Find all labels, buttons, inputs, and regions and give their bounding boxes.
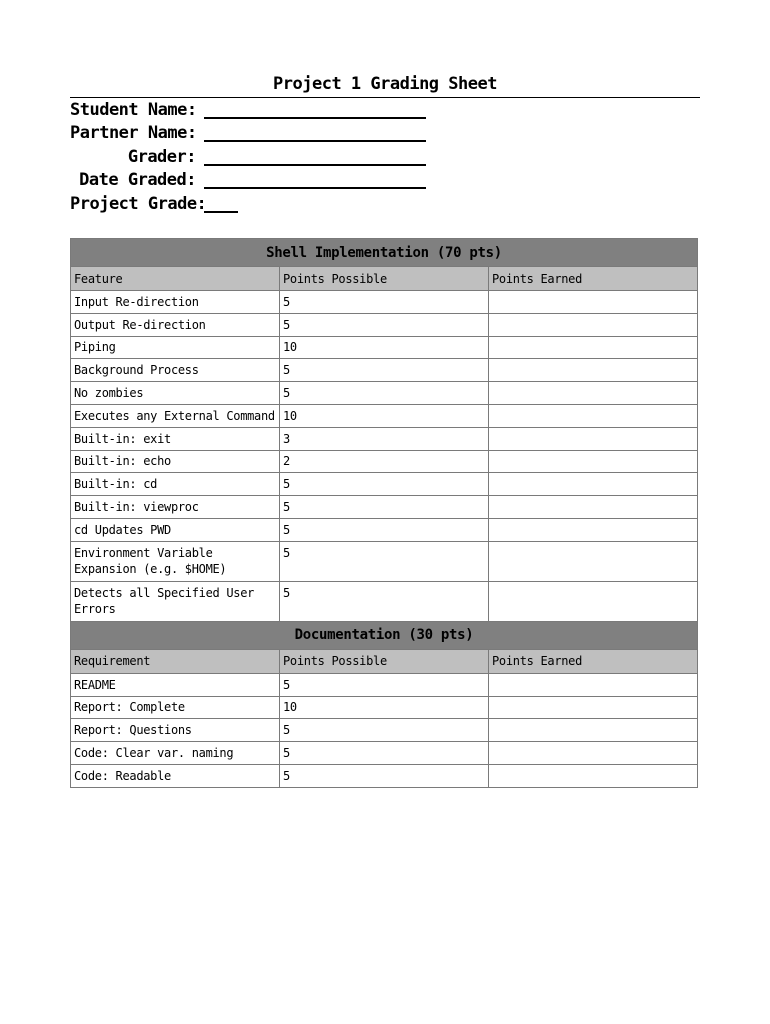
documentation-section-header	[71, 621, 698, 649]
table-row	[71, 719, 698, 742]
points-possible-cell: 5	[280, 473, 489, 496]
table-row	[71, 541, 698, 581]
points-earned-cell[interactable]	[489, 382, 698, 405]
table-row	[71, 450, 698, 473]
documentation-section-title: Documentation (30 pts)	[71, 621, 698, 649]
points-earned-cell[interactable]	[489, 404, 698, 427]
points-earned-cell[interactable]	[489, 541, 698, 581]
documentation-item-cell: README	[71, 673, 280, 696]
page-title: Project 1 Grading Sheet	[273, 74, 497, 94]
points-earned-cell[interactable]	[489, 427, 698, 450]
table-row	[71, 382, 698, 405]
documentation-item-cell: Report: Questions	[71, 719, 280, 742]
table-row	[71, 427, 698, 450]
points-earned-cell[interactable]	[489, 473, 698, 496]
student-name-blank[interactable]	[204, 101, 426, 119]
table-row	[71, 696, 698, 719]
points-possible-cell: 5	[280, 581, 489, 621]
grader-blank[interactable]	[204, 148, 426, 166]
partner-name-blank[interactable]	[204, 124, 426, 142]
points-earned-cell[interactable]	[489, 696, 698, 719]
table-row	[71, 764, 698, 787]
student-name-row	[70, 98, 426, 122]
points-earned-cell[interactable]	[489, 359, 698, 382]
table-row	[71, 313, 698, 336]
points-possible-cell: 5	[280, 496, 489, 519]
points-possible-cell: 5	[280, 764, 489, 787]
column-header-points-possible: Points Possible	[280, 267, 489, 291]
points-possible-cell: 3	[280, 427, 489, 450]
student-name-label: Student Name:	[70, 99, 197, 120]
points-earned-cell[interactable]	[489, 518, 698, 541]
points-possible-cell: 5	[280, 313, 489, 336]
documentation-item-cell: Report: Complete	[71, 696, 280, 719]
column-header-item: Requirement	[71, 649, 280, 673]
points-possible-cell: 10	[280, 404, 489, 427]
points-possible-cell: 10	[280, 696, 489, 719]
date-graded-label: Date Graded:	[79, 170, 196, 191]
shell-item-cell: Executes any External Command	[71, 404, 280, 427]
column-header-points-earned: Points Earned	[489, 649, 698, 673]
points-earned-cell[interactable]	[489, 719, 698, 742]
shell-item-cell: Built-in: cd	[71, 473, 280, 496]
table-row	[71, 496, 698, 519]
table-row	[71, 673, 698, 696]
points-possible-cell: 5	[280, 291, 489, 314]
points-possible-cell: 5	[280, 742, 489, 765]
points-possible-cell: 2	[280, 450, 489, 473]
date-graded-row	[70, 169, 426, 193]
documentation-column-headers	[71, 649, 698, 673]
points-earned-cell[interactable]	[489, 581, 698, 621]
points-earned-cell[interactable]	[489, 764, 698, 787]
points-possible-cell: 5	[280, 382, 489, 405]
points-possible-cell: 10	[280, 336, 489, 359]
table-row	[71, 404, 698, 427]
partner-name-row	[70, 122, 426, 146]
table-row	[71, 518, 698, 541]
shell-item-cell: No zombies	[71, 382, 280, 405]
shell-item-cell: Detects all Specified User Errors	[71, 581, 280, 621]
column-header-item: Feature	[71, 267, 280, 291]
table-row	[71, 359, 698, 382]
table-row	[71, 336, 698, 359]
table-row	[71, 742, 698, 765]
grading-table	[70, 238, 698, 788]
shell-item-cell: Piping	[71, 336, 280, 359]
project-grade-row	[70, 192, 426, 216]
grader-row	[70, 145, 426, 169]
shell-column-headers	[71, 267, 698, 291]
shell-item-cell: Background Process	[71, 359, 280, 382]
student-info-block	[70, 98, 426, 216]
points-earned-cell[interactable]	[489, 336, 698, 359]
table-row	[71, 473, 698, 496]
points-earned-cell[interactable]	[489, 313, 698, 336]
project-grade-label: Project Grade:	[70, 193, 207, 214]
project-grade-blank[interactable]	[204, 195, 238, 213]
table-row	[71, 581, 698, 621]
partner-name-label: Partner Name:	[70, 123, 197, 144]
points-earned-cell[interactable]	[489, 742, 698, 765]
points-earned-cell[interactable]	[489, 450, 698, 473]
column-header-points-possible: Points Possible	[280, 649, 489, 673]
table-row	[71, 291, 698, 314]
shell-item-cell: Environment Variable Expansion (e.g. $HOME)	[71, 541, 280, 581]
points-possible-cell: 5	[280, 719, 489, 742]
column-header-points-earned: Points Earned	[489, 267, 698, 291]
shell-item-cell: Input Re-direction	[71, 291, 280, 314]
shell-section-header	[71, 239, 698, 267]
points-earned-cell[interactable]	[489, 496, 698, 519]
points-possible-cell: 5	[280, 518, 489, 541]
grader-label: Grader:	[127, 146, 196, 167]
shell-item-cell: Built-in: echo	[71, 450, 280, 473]
documentation-item-cell: Code: Readable	[71, 764, 280, 787]
points-earned-cell[interactable]	[489, 291, 698, 314]
points-possible-cell: 5	[280, 673, 489, 696]
points-earned-cell[interactable]	[489, 673, 698, 696]
shell-item-cell: Built-in: exit	[71, 427, 280, 450]
shell-section-title: Shell Implementation (70 pts)	[71, 239, 698, 267]
points-possible-cell: 5	[280, 359, 489, 382]
shell-item-cell: cd Updates PWD	[71, 518, 280, 541]
points-possible-cell: 5	[280, 541, 489, 581]
date-graded-blank[interactable]	[204, 171, 426, 189]
documentation-item-cell: Code: Clear var. naming	[71, 742, 280, 765]
shell-item-cell: Output Re-direction	[71, 313, 280, 336]
shell-item-cell: Built-in: viewproc	[71, 496, 280, 519]
